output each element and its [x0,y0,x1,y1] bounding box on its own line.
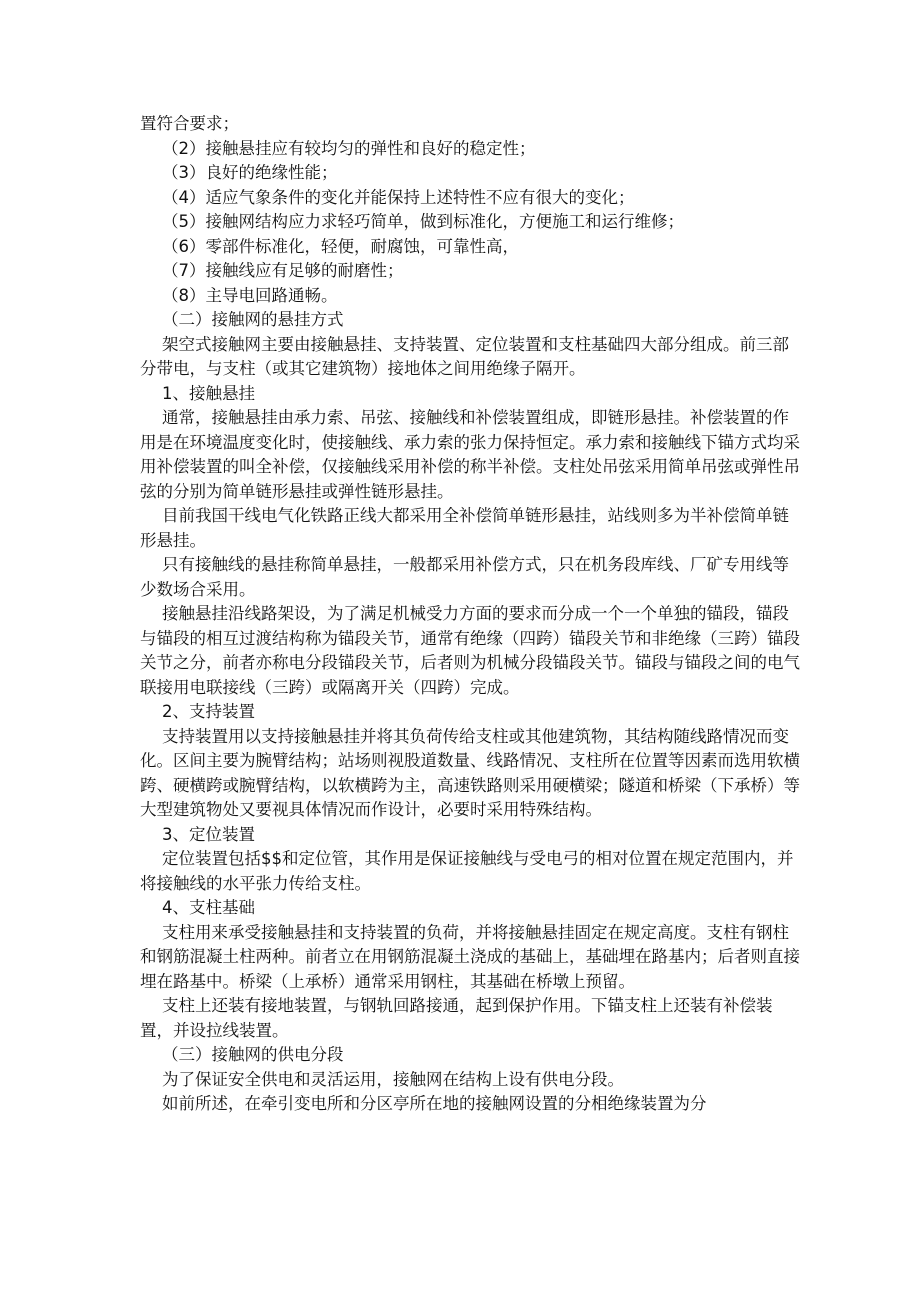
document-body [140,112,800,1117]
list-item: （4）适应气象条件的变化并能保持上述特性不应有很大的变化； [162,187,635,207]
body-paragraph: 支柱上还装有接地装置，与钢轨回路接通，起到保护作用。下锚支柱上还装有补偿装置，并设拉线装置。 [140,996,773,1040]
body-paragraph: 支柱用来承受接触悬挂和支持装置的负荷，并将接触悬挂固定在规定高度。支柱有钢柱和钢筋混凝土柱两种。前者立在用钢筋混凝土浇成的基础上，基础埋在路基内；后者则直接埋在路基中。桥梁（上承桥）通常采用钢柱，其基础在桥墩上预留。 [140,922,800,991]
list-item: （5）接触网结构应力求轻巧简单，做到标准化，方便施工和运行维修； [162,212,684,231]
body-paragraph: 如前所述，在牵引变电所和分区亭所在地的接触网设置的分相绝缘装置为分 [162,1094,707,1113]
continued-text: 置符合要求； [140,114,239,133]
list-item: （8）主导电回路通畅。 [162,285,338,305]
body-paragraph: 通常，接触悬挂由承力索、吊弦、接触线和补偿装置组成，即链形悬挂。补偿装置的作用是在环境温度变化时，使接触线、承力索的张力保持恒定。承力索和接触线下锚方式均采用补偿装置的叫全补偿，仅接触线采用补偿的称半补偿。支柱处吊弦采用简单吊弦或弹性吊弦的分别为简单链形悬挂或弹性链形悬挂。 [140,408,800,501]
section-heading: （三）接触网的供电分段 [162,1045,344,1064]
body-paragraph: 目前我国干线电气化铁路正线大都采用全补偿简单链形悬挂，站线则多为半补偿简单链形悬挂。 [140,506,789,550]
section-heading: 3、定位装置 [162,824,255,844]
body-paragraph: 架空式接触网主要由接触悬挂、支持装置、定位装置和支柱基础四大部分组成。前三部分带电，与支柱（或其它建筑物）接地体之间用绝缘子隔开。 [140,334,789,378]
section-heading: （二）接触网的悬挂方式 [162,310,344,329]
section-heading: 4、支柱基础 [162,898,255,917]
body-paragraph: 定位装置包括$$和定位管，其作用是保证接触线与受电弓的相对位置在规定范围内，并将接触线的水平张力传给支柱。 [140,849,794,893]
section-heading: 1、接触悬挂 [162,383,255,403]
body-paragraph: 接触悬挂沿线路架设，为了满足机械受力方面的要求而分成一个一个单独的锚段，锚段与锚段的相互过渡结构称为锚段关节，通常有绝缘（四跨）锚段关节和非绝缘（三跨）锚段关节之分，前者亦称电分段锚段关节，后者则为机械分段锚段关节。锚段与锚段之间的电气联接用电联接线（三跨）或隔离开关（四跨）完成。 [140,604,800,697]
body-paragraph: 支持装置用以支持接触悬挂并将其负荷传给支柱或其他建筑物，其结构随线路情况而变化。区间主要为腕臂结构；站场则视股道数量、线路情况、支柱所在位置等因素而选用软横跨、硬横跨或腕臂结构，以软横跨为主，高速铁路则采用硬横梁；隧道和桥梁（下承桥）等大型建筑物处又要视具体情况而作设计，必要时采用特殊结构。 [140,726,800,819]
body-paragraph: 为了保证安全供电和灵活运用，接触网在结构上设有供电分段。 [162,1069,624,1089]
list-item: （6）零部件标准化，轻便，耐腐蚀，可靠性高， [162,236,519,256]
section-heading: 2、支持装置 [162,702,255,721]
list-item: （2）接触悬挂应有较均匀的弹性和良好的稳定性； [162,138,536,158]
list-item: （7）接触线应有足够的耐磨性； [162,261,404,280]
body-paragraph: 只有接触线的悬挂称简单悬挂，一般都采用补偿方式，只在机务段库线、厂矿专用线等少数场合采用。 [140,555,789,599]
list-item: （3）良好的绝缘性能； [162,163,338,182]
